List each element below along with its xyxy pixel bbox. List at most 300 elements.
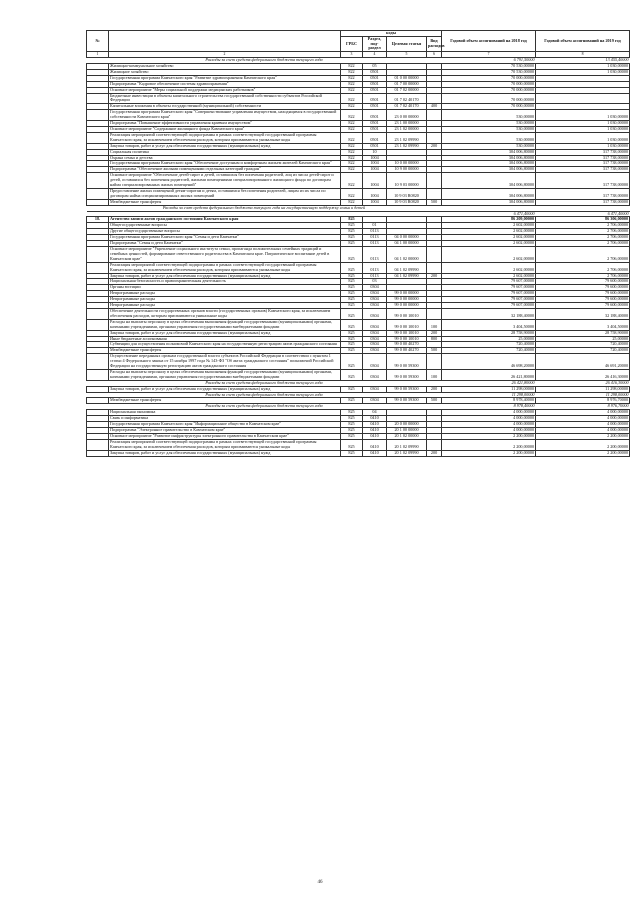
row-name: Государственная программа Камчатского края "Совершенствование управления имуществом, находящимся в государственной собственности Камчатского края" xyxy=(109,110,341,121)
row-razdel: 1004 xyxy=(363,199,387,205)
row-name: Реализация мероприятий соответствующей подпрограммы в рамках соответствующей государственной программы Камчатского края, за исключением обеспечения расходов, которым присваиваются уникальные коды xyxy=(109,439,341,450)
row-amount-2018: 2 200,00000 xyxy=(442,433,536,439)
row-grbs: 822 xyxy=(341,110,363,121)
row-razdel: 1004 xyxy=(363,155,387,161)
row-razdel: 0501 xyxy=(363,121,387,127)
index-cell: 8 xyxy=(536,52,630,58)
row-expense-type: 100 xyxy=(427,319,442,330)
row-grbs: 822 xyxy=(341,167,363,173)
row-amount-2019: 317 738,00000 xyxy=(536,173,630,189)
table-header xyxy=(87,31,630,58)
row-razdel: 0113 xyxy=(363,241,387,247)
header-expense-type: Вид расходов xyxy=(427,36,442,51)
row-grbs: 822 xyxy=(341,69,363,75)
row-target-article: 99 0 00 40270 xyxy=(387,348,427,354)
row-amount-2019: 11 298,00000 xyxy=(536,386,630,392)
row-amount-2018: 2 602,00000 xyxy=(442,247,536,263)
row-target-article: 23 0 00 00000 xyxy=(387,110,427,121)
row-amount-2019: 3 404,50000 xyxy=(536,319,630,330)
row-amount-2018: 70 530,00000 xyxy=(442,64,536,70)
row-amount-2019: 1 030,00000 xyxy=(536,69,630,75)
note-amount-2018: 11 298,00000 xyxy=(442,392,536,398)
row-amount-2018: 304 006,80000 xyxy=(442,173,536,189)
row-target-article: 99 0 00 59300 xyxy=(387,354,427,370)
row-name: Основное мероприятие "Развитие инфраструктуры электронного правительства в Камчатском крае" xyxy=(109,433,341,439)
table-row xyxy=(87,132,630,143)
row-grbs: 822 xyxy=(341,121,363,127)
row-amount-2019: 25,00000 xyxy=(536,336,630,342)
row-razdel: 1004 xyxy=(363,173,387,189)
row-amount-2018: 70 000,00000 xyxy=(442,87,536,93)
row-name: Бюджетные инвестиции в объекты капитального строительства государственной собственности субъектов Российской Федерации xyxy=(109,93,341,104)
row-razdel: 0501 xyxy=(363,132,387,143)
row-razdel: 05 xyxy=(363,64,387,70)
row-target-article: 04 1 02 00000 xyxy=(387,247,427,263)
row-razdel: 0501 xyxy=(363,81,387,87)
index-cell: 1 xyxy=(87,52,109,58)
row-razdel: 10 xyxy=(363,149,387,155)
index-cell: 6 xyxy=(427,52,442,58)
row-name: Непрограммные расходы xyxy=(109,291,341,297)
row-amount-2018: 70 530,00000 xyxy=(442,69,536,75)
row-amount-2018: 79 607,00000 xyxy=(442,291,536,297)
row-name: Государственная программа Камчатского края "Информационное общество в Камчатском крае" xyxy=(109,422,341,428)
row-target-article: 99 0 00 59300 xyxy=(387,369,427,380)
row-expense-type: 200 xyxy=(427,143,442,149)
row-razdel: 0410 xyxy=(363,422,387,428)
row-name: Национальная безопасность и правоохранительная деятельность xyxy=(109,279,341,285)
row-razdel: 0410 xyxy=(363,439,387,450)
row-razdel: 0304 xyxy=(363,398,387,404)
row-amount-2019: 2 200,00000 xyxy=(536,433,630,439)
row-number xyxy=(87,319,109,330)
row-expense-type xyxy=(427,354,442,370)
row-amount-2019: 720,40000 xyxy=(536,342,630,348)
note-text: Расходы за счет средств федерального бюджета текущего года на государственную поддержку семьи и детей xyxy=(87,205,442,211)
row-expense-type xyxy=(427,173,442,189)
row-amount-2018: 46 698,20000 xyxy=(442,354,536,370)
row-grbs: 825 xyxy=(341,369,363,380)
row-amount-2018: 304 006,80000 xyxy=(442,161,536,167)
row-amount-2018: 530,00000 xyxy=(442,126,536,132)
row-amount-2018: 2 602,00000 xyxy=(442,229,536,235)
row-target-article: 99 0 00 10010 xyxy=(387,336,427,342)
row-name: Расходы на выплаты персоналу в целях обеспечения выполнения функций государственными (муниципальными) органами, казенными учреждениями, органами управления государственными внебюджетными фондами xyxy=(109,369,341,380)
row-target-article: 04 1 02 09990 xyxy=(387,273,427,279)
header-razdel: Раздел, под- раздел xyxy=(363,36,387,51)
row-amount-2019: 2 200,00000 xyxy=(536,450,630,456)
budget-table xyxy=(86,30,630,457)
row-grbs: 825 xyxy=(341,308,363,319)
row-amount-2019: 86 306,00000 xyxy=(536,217,630,223)
row-amount-2018: 304 006,80000 xyxy=(442,199,536,205)
row-amount-2019: 1 030,00000 xyxy=(536,110,630,121)
note-amount-2018: 6 471,40000 xyxy=(442,211,536,217)
row-amount-2018: 70 000,00000 xyxy=(442,81,536,87)
header-name xyxy=(109,31,341,52)
row-name: Связь и информатика xyxy=(109,416,341,422)
row-grbs: 825 xyxy=(341,398,363,404)
row-amount-2019: 317 738,00000 xyxy=(536,149,630,155)
row-razdel: 0304 xyxy=(363,285,387,291)
row-amount-2019: 2 706,00000 xyxy=(536,247,630,263)
note-amount-2019: 8 976,70000 xyxy=(536,404,630,410)
row-amount-2019: 317 738,00000 xyxy=(536,167,630,173)
row-amount-2019: 317 738,00000 xyxy=(536,199,630,205)
row-amount-2018: 304 006,80000 xyxy=(442,155,536,161)
row-razdel: 0304 xyxy=(363,342,387,348)
row-amount-2018: 4 000,00000 xyxy=(442,416,536,422)
row-target-article: 04 0 00 00000 xyxy=(387,235,427,241)
row-number xyxy=(87,173,109,189)
row-amount-2019: 2 706,00000 xyxy=(536,235,630,241)
row-name: Органы юстиции xyxy=(109,285,341,291)
row-grbs: 822 xyxy=(341,132,363,143)
row-razdel: 0304 xyxy=(363,291,387,297)
row-number xyxy=(87,247,109,263)
row-target-article: 01 7 02 40170 xyxy=(387,93,427,104)
table-row xyxy=(87,319,630,330)
row-amount-2019: 28 758,90000 xyxy=(536,330,630,336)
row-grbs: 825 xyxy=(341,386,363,392)
row-amount-2019: 79 600,00000 xyxy=(536,285,630,291)
row-target-article: 99 0 00 10010 xyxy=(387,330,427,336)
row-target-article: 10 9 03 R0820 xyxy=(387,188,427,199)
row-amount-2018: 304 006,80000 xyxy=(442,188,536,199)
row-amount-2018: 720,40000 xyxy=(442,342,536,348)
header-no: № xyxy=(87,31,109,52)
row-amount-2018: 530,00000 xyxy=(442,143,536,149)
row-expense-type xyxy=(427,262,442,273)
row-grbs: 825 xyxy=(341,229,363,235)
row-name: Государственная программа Камчатского края "Развитие здравоохранения Камчатского края" xyxy=(109,75,341,81)
row-razdel: 1004 xyxy=(363,161,387,167)
table-row xyxy=(87,247,630,263)
row-amount-2018: 4 000,00000 xyxy=(442,428,536,434)
row-target-article: 20 1 02 09990 xyxy=(387,450,427,456)
row-grbs: 825 xyxy=(341,348,363,354)
row-expense-type: 200 xyxy=(427,386,442,392)
row-amount-2019: 317 738,00000 xyxy=(536,155,630,161)
row-grbs: 822 xyxy=(341,93,363,104)
row-amount-2019: 4 000,00000 xyxy=(536,416,630,422)
row-name: Подпрограмма "Кадровое обеспечение системы здравоохранения" xyxy=(109,81,341,87)
row-amount-2018: 25,00000 xyxy=(442,336,536,342)
row-grbs: 825 xyxy=(341,291,363,297)
row-amount-2019: 317 738,00000 xyxy=(536,188,630,199)
row-amount-2019: 1 030,00000 xyxy=(536,143,630,149)
row-amount-2019: 2 706,00000 xyxy=(536,223,630,229)
row-grbs: 825 xyxy=(341,262,363,273)
row-target-article: 10 9 00 00000 xyxy=(387,167,427,173)
row-expense-type: 500 xyxy=(427,199,442,205)
row-target-article: 20 1 02 00000 xyxy=(387,433,427,439)
row-razdel: 0501 xyxy=(363,75,387,81)
row-name: Жилищное хозяйство xyxy=(109,69,341,75)
row-name: Реализация мероприятий соответствующей подпрограммы в рамках соответствующей государственной программы Камчатского края, за исключением обеспечения расходов, которым присваиваются уникальные коды xyxy=(109,262,341,273)
row-target-article: 01 7 02 40170 xyxy=(387,104,427,110)
row-number xyxy=(87,369,109,380)
row-amount-2018: 720,40000 xyxy=(442,348,536,354)
row-razdel: 0304 xyxy=(363,354,387,370)
row-razdel: 0304 xyxy=(363,348,387,354)
row-expense-type: 200 xyxy=(427,330,442,336)
row-razdel: 0501 xyxy=(363,93,387,104)
row-grbs: 825 xyxy=(341,217,363,223)
row-razdel: 03 xyxy=(363,279,387,285)
row-name: Межбюджетные трансферты xyxy=(109,199,341,205)
row-amount-2019: 2 706,00000 xyxy=(536,241,630,247)
row-number xyxy=(87,439,109,450)
row-target-article: 04 1 00 00000 xyxy=(387,241,427,247)
row-razdel: 0410 xyxy=(363,450,387,456)
row-target-article: 01 7 02 00000 xyxy=(387,87,427,93)
note-text: Расходы за счет средств федерального бюджета текущего года xyxy=(87,392,442,398)
row-name: Подпрограмма "Повышение эффективности управления краевым имуществом" xyxy=(109,121,341,127)
row-name: Основное мероприятие "Обеспечение детей-сирот и детей, оставшихся без попечения родителей, лиц из числа детей-сирот и детей, оставшихся без попечения родителей, жилыми помещениями специализированного жилищного фонда по договорам найма специализированных жилых помещений" xyxy=(109,173,341,189)
row-name: Закупка товаров, работ и услуг для обеспечения государственных (муниципальных) нужд xyxy=(109,450,341,456)
row-grbs: 825 xyxy=(341,223,363,229)
table-row xyxy=(87,308,630,319)
row-amount-2019: 1 030,00000 xyxy=(536,126,630,132)
row-amount-2019: 8 976,70000 xyxy=(536,398,630,404)
row-number xyxy=(87,450,109,456)
row-amount-2018: 530,00000 xyxy=(442,110,536,121)
row-amount-2018: 11 298,00000 xyxy=(442,386,536,392)
row-name: Субвенции для осуществления полномочий Камчатского края на государственную регистрацию актов гражданского состояния xyxy=(109,342,341,348)
row-amount-2019: 79 600,00000 xyxy=(536,303,630,309)
row-amount-2019: 2 706,00000 xyxy=(536,229,630,235)
table-row xyxy=(87,262,630,273)
row-razdel: 0410 xyxy=(363,433,387,439)
row-name: Основное мероприятие "Содержание жилищного фонда Камчатского края" xyxy=(109,126,341,132)
row-grbs: 822 xyxy=(341,126,363,132)
row-amount-2018: 32 188,40000 xyxy=(442,308,536,319)
row-grbs: 822 xyxy=(341,161,363,167)
row-target-article: 20 1 02 09990 xyxy=(387,439,427,450)
row-target-article: 01 0 00 00000 xyxy=(387,75,427,81)
note-amount-2019: 6 471,40000 xyxy=(536,211,630,217)
note-amount-2018: 26 421,80000 xyxy=(442,380,536,386)
row-amount-2018: 79 607,00000 xyxy=(442,303,536,309)
row-grbs: 822 xyxy=(341,104,363,110)
row-razdel: 0501 xyxy=(363,69,387,75)
row-target-article: 10 9 03 R0820 xyxy=(387,199,427,205)
table-row xyxy=(87,110,630,121)
row-grbs: 825 xyxy=(341,354,363,370)
row-expense-type xyxy=(427,247,442,263)
table-row xyxy=(87,439,630,450)
index-cell: 4 xyxy=(363,52,387,58)
table-row xyxy=(87,188,630,199)
row-grbs: 825 xyxy=(341,241,363,247)
row-amount-2019: 4 000,00000 xyxy=(536,410,630,416)
row-name: Закупка товаров, работ и услуг для обеспечения государственных (муниципальных) нужд xyxy=(109,386,341,392)
row-razdel: 04 xyxy=(363,410,387,416)
row-expense-type: 500 xyxy=(427,348,442,354)
row-razdel: 01 xyxy=(363,223,387,229)
header-codes: коды xyxy=(341,31,442,37)
row-grbs: 822 xyxy=(341,64,363,70)
row-razdel: 0304 xyxy=(363,319,387,330)
row-target-article: 99 0 00 40270 xyxy=(387,342,427,348)
row-name: Подпрограмма "Обеспечение жилыми помещениями отдельных категорий граждан" xyxy=(109,167,341,173)
row-number xyxy=(87,354,109,370)
row-target-article: 99 0 00 00000 xyxy=(387,303,427,309)
row-amount-2019: 26 416,30000 xyxy=(536,369,630,380)
row-expense-type xyxy=(427,110,442,121)
row-name: Закупка товаров, работ и услуг для обеспечения государственных (муниципальных) нужд xyxy=(109,143,341,149)
row-amount-2018: 79 607,00000 xyxy=(442,285,536,291)
row-target-article: 04 1 02 09990 xyxy=(387,262,427,273)
row-razdel: 0501 xyxy=(363,143,387,149)
row-grbs: 825 xyxy=(341,336,363,342)
row-target-article: 01 7 00 00000 xyxy=(387,81,427,87)
row-amount-2019: 1 030,00000 xyxy=(536,64,630,70)
row-razdel: 0304 xyxy=(363,308,387,319)
row-grbs: 822 xyxy=(341,87,363,93)
row-grbs: 822 xyxy=(341,143,363,149)
row-expense-type xyxy=(427,93,442,104)
row-grbs: 825 xyxy=(341,410,363,416)
table-row xyxy=(87,369,630,380)
row-amount-2018: 304 006,80000 xyxy=(442,167,536,173)
row-amount-2019: 32 188,40000 xyxy=(536,308,630,319)
row-razdel: 0410 xyxy=(363,416,387,422)
row-razdel: 0304 xyxy=(363,330,387,336)
index-cell: 3 xyxy=(341,52,363,58)
row-target-article: 20 1 00 00000 xyxy=(387,428,427,434)
header-year-2018: Годовой объем ассигнований на 2018 год xyxy=(442,31,536,52)
row-target-article: 99 0 00 00000 xyxy=(387,291,427,297)
index-cell: 2 xyxy=(109,52,341,58)
row-grbs: 822 xyxy=(341,75,363,81)
row-name: Закупка товаров, работ и услуг для обеспечения государственных (муниципальных) нужд xyxy=(109,273,341,279)
row-name: Осуществление переданных органам государственной власти субъектов Российской Федерации в соответствии с пунктом 1 статьи 4 Федерального закона от 15 ноября 1997 года № 143-ФЗ "Об актах гражданского состояния" полномочий Российской Федерации на государственную регистрацию актов гражданского состояния xyxy=(109,354,341,370)
row-name: Капитальные вложения в объекты государственной (муниципальной) собственности xyxy=(109,104,341,110)
row-grbs: 825 xyxy=(341,416,363,422)
row-amount-2018: 2 200,00000 xyxy=(442,450,536,456)
row-amount-2018: 86 209,00000 xyxy=(442,217,536,223)
row-amount-2018: 70 000,00000 xyxy=(442,75,536,81)
row-amount-2018: 530,00000 xyxy=(442,121,536,127)
row-amount-2018: 530,00000 xyxy=(442,132,536,143)
row-name: Реализация мероприятий соответствующей подпрограммы в рамках соответствующей государственной программы Камчатского края, за исключением обеспечения расходов, которым присваиваются уникальные коды xyxy=(109,132,341,143)
row-grbs: 825 xyxy=(341,439,363,450)
row-number xyxy=(87,308,109,319)
row-target-article: 10 9 03 00000 xyxy=(387,173,427,189)
row-name: Предоставление жилых помещений детям-сиротам и детям, оставшимся без попечения родителей, лицам из их числа по договорам найма специализированных жилых помещений xyxy=(109,188,341,199)
row-razdel: 0501 xyxy=(363,110,387,121)
row-target-article: 99 0 00 10010 xyxy=(387,319,427,330)
row-grbs: 825 xyxy=(341,273,363,279)
row-name: Национальная экономика xyxy=(109,410,341,416)
row-expense-type: 400 xyxy=(427,104,442,110)
row-razdel: 0304 xyxy=(363,386,387,392)
note-text: Расходы за счет средств федерального бюджета текущего года xyxy=(87,380,442,386)
row-name: Непрограммные расходы xyxy=(109,297,341,303)
row-grbs: 822 xyxy=(341,199,363,205)
row-expense-type xyxy=(427,308,442,319)
row-razdel: 0304 xyxy=(363,297,387,303)
row-name: Государственная программа Камчатского края "Обеспечение доступным и комфортным жильем жителей Камчатского края" xyxy=(109,161,341,167)
note-amount-2019: 11 298,00000 xyxy=(536,392,630,398)
row-target-article: 23 1 02 00000 xyxy=(387,126,427,132)
row-target-article: 23 1 02 09990 xyxy=(387,143,427,149)
row-grbs: 822 xyxy=(341,149,363,155)
row-expense-type: 200 xyxy=(427,450,442,456)
row-name: Межбюджетные трансферты xyxy=(109,398,341,404)
note-amount-2018: 6 791,50000 xyxy=(442,58,536,64)
row-target-article: 23 1 02 09990 xyxy=(387,132,427,143)
row-amount-2018: 4 000,00000 xyxy=(442,410,536,416)
row-razdel: 0113 xyxy=(363,247,387,263)
row-grbs: 822 xyxy=(341,81,363,87)
header-year-2019: Годовой объем ассигнований на 2019 год xyxy=(536,31,630,52)
row-razdel: 0304 xyxy=(363,303,387,309)
row-razdel: 0113 xyxy=(363,235,387,241)
row-expense-type: 100 xyxy=(427,369,442,380)
row-amount-2018: 8 978,40000 xyxy=(442,398,536,404)
row-amount-2018: 79 607,00000 xyxy=(442,297,536,303)
row-target-article: 99 0 00 00000 xyxy=(387,297,427,303)
row-name: Основное мероприятие "Меры социальной поддержки медицинских работников" xyxy=(109,87,341,93)
row-razdel: 0113 xyxy=(363,273,387,279)
row-razdel: 0113 xyxy=(363,229,387,235)
row-razdel: 0113 xyxy=(363,262,387,273)
row-number xyxy=(87,132,109,143)
row-amount-2018: 2 602,00000 xyxy=(442,273,536,279)
header-grbs: ГРБС xyxy=(341,36,363,51)
note-amount-2019: 13 455,40000 xyxy=(536,58,630,64)
row-grbs: 825 xyxy=(341,422,363,428)
row-amount-2019: 1 030,00000 xyxy=(536,132,630,143)
row-amount-2018: 4 000,00000 xyxy=(442,422,536,428)
row-grbs: 825 xyxy=(341,285,363,291)
row-razdel: 0501 xyxy=(363,87,387,93)
row-razdel: 0410 xyxy=(363,428,387,434)
row-amount-2018: 70 000,00000 xyxy=(442,104,536,110)
row-razdel: 0501 xyxy=(363,104,387,110)
header-target-article: Целевая статья xyxy=(387,36,427,51)
row-name: Подпрограмма "Семья и дети Камчатки" xyxy=(109,241,341,247)
row-name: Обеспечение деятельности государственных органов власти (государственных органов) Камчатского края, за исключением обеспечения расходов, которым присваиваются уникальные коды xyxy=(109,308,341,319)
row-name: Непрограммные расходы xyxy=(109,303,341,309)
row-name: Межбюджетные трансферты xyxy=(109,348,341,354)
row-target-article: 20 0 00 00000 xyxy=(387,422,427,428)
row-expense-type: 500 xyxy=(427,398,442,404)
note-amount-2019: 26 416,30000 xyxy=(536,380,630,386)
row-amount-2019: 1 030,00000 xyxy=(536,121,630,127)
row-grbs: 825 xyxy=(341,297,363,303)
row-name: Охрана семьи и детства xyxy=(109,155,341,161)
row-amount-2019: 4 000,00000 xyxy=(536,422,630,428)
row-grbs: 825 xyxy=(341,433,363,439)
table-row xyxy=(87,93,630,104)
row-name: Государственная программа Камчатского края "Семья и дети Камчатки" xyxy=(109,235,341,241)
row-amount-2019: 2 200,00000 xyxy=(536,439,630,450)
row-expense-type xyxy=(427,132,442,143)
row-name: Социальная политика xyxy=(109,149,341,155)
row-grbs: 825 xyxy=(341,247,363,263)
row-amount-2019: 4 000,00000 xyxy=(536,428,630,434)
row-amount-2018: 2 602,00000 xyxy=(442,235,536,241)
row-grbs: 825 xyxy=(341,450,363,456)
row-number xyxy=(87,262,109,273)
row-target-article: 99 0 00 59300 xyxy=(387,398,427,404)
row-grbs: 825 xyxy=(341,279,363,285)
row-amount-2018: 2 200,00000 xyxy=(442,439,536,450)
